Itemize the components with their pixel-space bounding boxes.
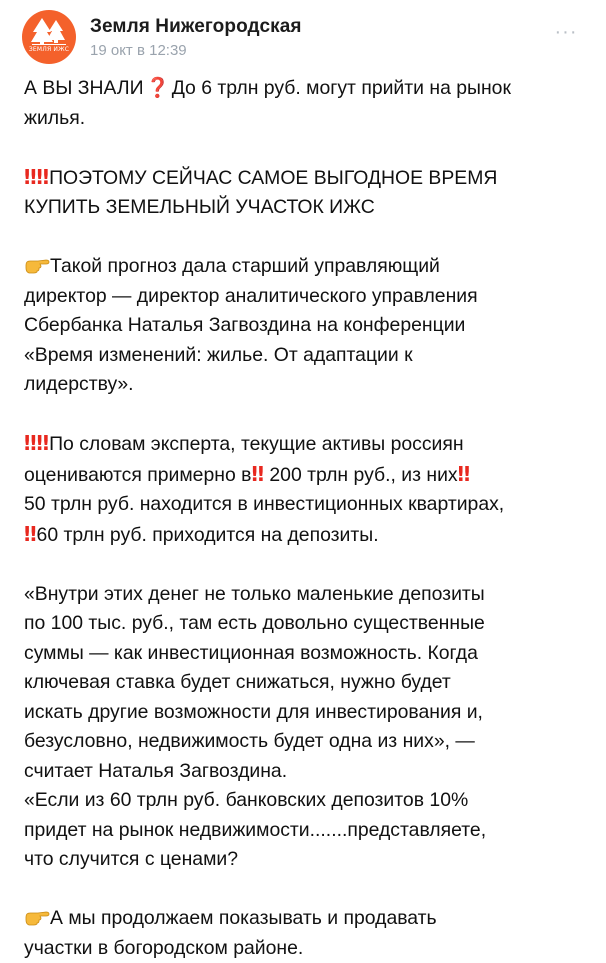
- text-segment: А мы продолжаем показывать и продавать: [50, 907, 437, 929]
- double-exclamation-icon: ‼: [24, 520, 34, 550]
- text-line: «Если из 60 трлн руб. банковских депозитов 10%: [24, 786, 590, 816]
- community-avatar[interactable]: [22, 10, 76, 64]
- text-line: что случится с ценами?: [24, 845, 590, 875]
- question-mark-icon: ❓: [146, 74, 170, 104]
- text-segment: До 6 трлн руб. могут прийти на рынок: [172, 77, 511, 99]
- paragraph-1: [24, 74, 590, 133]
- post-text: [24, 74, 590, 963]
- post-date[interactable]: 19 окт в 12:39: [90, 42, 187, 59]
- text-line: КУПИТЬ ЗЕМЕЛЬНЫЙ УЧАСТОК ИЖС: [24, 193, 590, 223]
- text-segment: 60 трлн руб. приходится на депозиты.: [37, 524, 379, 546]
- text-segment: Такой прогноз дала старший управляющий: [50, 255, 440, 277]
- double-exclamation-icon: ‼: [37, 429, 47, 459]
- double-exclamation-icon: ‼: [458, 460, 468, 490]
- text-segment: ПОЭТОМУ СЕЙЧАС САМОЕ ВЫГОДНОЕ ВРЕМЯ: [49, 167, 497, 189]
- paragraph-3: [24, 252, 590, 400]
- double-exclamation-icon: ‼: [37, 163, 47, 193]
- paragraph-4: [24, 429, 590, 550]
- text-segment: По словам эксперта, текущие активы россиян: [49, 433, 463, 455]
- tree-logo-icon: [22, 10, 76, 64]
- text-segment: А ВЫ ЗНАЛИ: [24, 77, 144, 99]
- text-line: Сбербанка Наталья Загвоздина на конференции: [24, 311, 590, 341]
- double-exclamation-icon: ‼: [251, 460, 261, 490]
- text-line: по 100 тыс. руб., там есть довольно существенные: [24, 609, 590, 639]
- text-line: 50 трлн руб. находится в инвестиционных квартирах,: [24, 490, 590, 520]
- text-line: придет на рынок недвижимости.......представляете,: [24, 816, 590, 846]
- post-header: [20, 8, 586, 68]
- pointing-hand-icon: [24, 908, 50, 926]
- double-exclamation-icon: ‼: [24, 429, 34, 459]
- text-line: «Время изменений: жилье. От адаптации к: [24, 341, 590, 371]
- text-line: лидерству».: [24, 370, 590, 400]
- pointing-hand-icon: [24, 256, 50, 274]
- paragraph-5: [24, 580, 590, 875]
- text-line: искать другие возможности для инвестирования и,: [24, 698, 590, 728]
- text-segment: 200 трлн руб., из них: [264, 464, 458, 486]
- avatar-logo-text: ЗЕМЛЯ ИЖС: [22, 46, 76, 53]
- double-exclamation-icon: ‼: [24, 163, 34, 193]
- text-line: «Внутри этих денег не только маленькие депозиты: [24, 580, 590, 610]
- community-name[interactable]: Земля Нижегородская: [90, 16, 302, 38]
- more-options-icon[interactable]: ···: [554, 28, 578, 40]
- text-line: участки в богородском районе.: [24, 934, 590, 963]
- text-line: считает Наталья Загвоздина.: [24, 757, 590, 787]
- paragraph-6: [24, 904, 590, 963]
- text-line: директор — директор аналитического управления: [24, 282, 590, 312]
- text-line: суммы — как инвестиционная возможность. Когда: [24, 639, 590, 669]
- text-line: жилья.: [24, 104, 590, 134]
- text-segment: оцениваются примерно в: [24, 464, 251, 486]
- text-line: ключевая ставка будет снижаться, нужно будет: [24, 668, 590, 698]
- paragraph-2: [24, 163, 590, 223]
- text-line: безусловно, недвижимость будет одна из них», —: [24, 727, 590, 757]
